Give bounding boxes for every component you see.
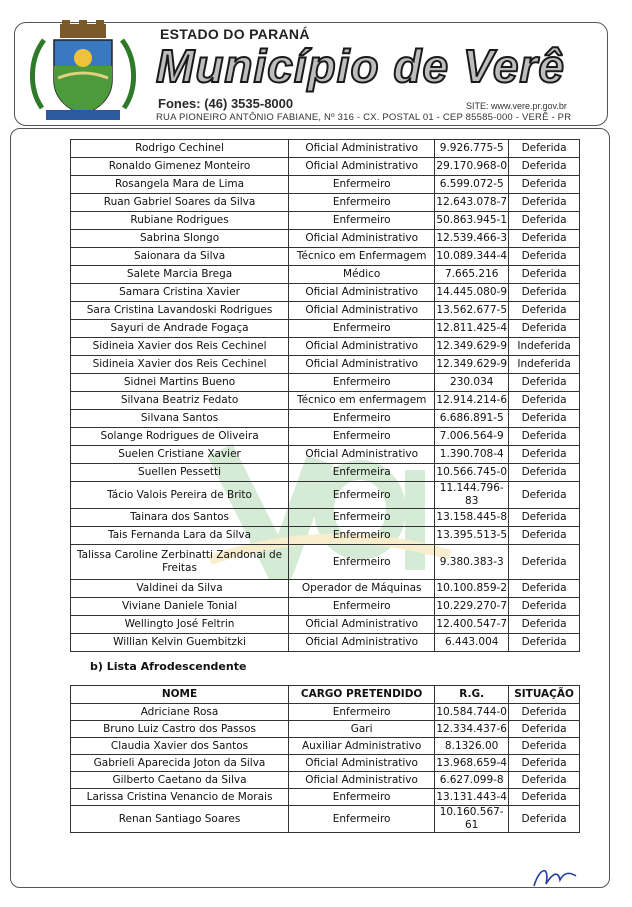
name-cell: Bruno Luiz Castro dos Passos [71,721,289,738]
rg-cell: 10.100.859-2 [435,580,509,598]
situacao-cell: Indeferida [509,356,580,374]
rg-cell: 10.584.744-0 [435,704,509,721]
rg-cell: 9.380.383-3 [435,545,509,580]
cargo-cell: Enfermeiro [289,428,435,446]
table-row [71,302,580,320]
state-title: ESTADO DO PARANÁ [160,26,310,42]
website-label: SITE: www.vere.pr.gov.br [466,101,567,111]
name-cell: Sidnei Martins Bueno [71,374,289,392]
situacao-cell: Deferida [509,545,580,580]
rg-cell: 12.349.629-9 [435,356,509,374]
name-cell: Rosangela Mara de Lima [71,176,289,194]
name-cell: Tácio Valois Pereira de Brito [71,482,289,509]
name-cell: Salete Marcia Brega [71,266,289,284]
situacao-cell: Deferida [509,616,580,634]
municipal-crest-icon [24,18,142,126]
table-row [71,176,580,194]
cargo-cell: Técnico em Enfermagem [289,248,435,266]
name-cell: Solange Rodrigues de Oliveira [71,428,289,446]
cargo-cell: Enfermeiro [289,545,435,580]
cargo-cell: Enfermeiro [289,527,435,545]
rg-cell: 13.395.513-5 [435,527,509,545]
name-cell: Adriciane Rosa [71,704,289,721]
name-cell: Sidineia Xavier dos Reis Cechinel [71,338,289,356]
rg-cell: 50.863.945-1 [435,212,509,230]
situacao-cell: Deferida [509,755,580,772]
cargo-cell: Oficial Administrativo [289,140,435,158]
cargo-cell: Operador de Máquinas [289,580,435,598]
name-cell: Tainara dos Santos [71,509,289,527]
table-row [71,772,580,789]
table-header-row [71,686,580,704]
name-cell: Rodrigo Cechinel [71,140,289,158]
situacao-cell: Deferida [509,464,580,482]
section-title-afrodescendente: b) Lista Afrodescendente [90,660,247,673]
name-cell: Wellingto José Feltrin [71,616,289,634]
name-cell: Saionara da Silva [71,248,289,266]
rg-cell: 10.566.745-0 [435,464,509,482]
rg-cell: 13.158.445-8 [435,509,509,527]
situacao-cell: Deferida [509,772,580,789]
rg-cell: 1.390.708-4 [435,446,509,464]
table-row [71,634,580,652]
table-row [71,410,580,428]
cargo-cell: Enfermeiro [289,320,435,338]
afrodescendente-table [70,685,580,833]
cargo-cell: Oficial Administrativo [289,158,435,176]
situacao-cell: Deferida [509,789,580,806]
rg-cell: 6.443.004 [435,634,509,652]
rg-cell: 12.400.547-7 [435,616,509,634]
situacao-cell: Deferida [509,284,580,302]
rg-cell: 12.334.437-6 [435,721,509,738]
rg-cell: 11.144.796-83 [435,482,509,509]
rg-cell: 6.627.099-8 [435,772,509,789]
rg-cell: 7.665.216 [435,266,509,284]
table-row [71,140,580,158]
cargo-cell: Enfermeiro [289,410,435,428]
situacao-cell: Deferida [509,806,580,833]
table-row [71,392,580,410]
name-cell: Larissa Cristina Venancio de Morais [71,789,289,806]
municipality-title: Município de Verê [156,40,565,92]
cargo-cell: Enfermeira [289,464,435,482]
rg-cell: 230.034 [435,374,509,392]
situacao-cell: Deferida [509,446,580,464]
situacao-cell: Deferida [509,194,580,212]
name-cell: Tais Fernanda Lara da Silva [71,527,289,545]
rg-cell: 12.539.466-3 [435,230,509,248]
rg-cell: 6.686.891-5 [435,410,509,428]
situacao-cell: Deferida [509,428,580,446]
cargo-cell: Enfermeiro [289,806,435,833]
header-cargo: CARGO PRETENDIDO [289,686,435,704]
cargo-cell: Auxiliar Administrativo [289,738,435,755]
cargo-cell: Médico [289,266,435,284]
rg-cell: 13.968.659-4 [435,755,509,772]
table-row [71,527,580,545]
rg-cell: 10.160.567-61 [435,806,509,833]
applicants-table [70,139,580,652]
rg-cell: 12.811.425-4 [435,320,509,338]
rg-cell: 29.170.968-0 [435,158,509,176]
rg-cell: 7.006.564-9 [435,428,509,446]
rg-cell: 6.599.072-5 [435,176,509,194]
situacao-cell: Deferida [509,721,580,738]
table-row [71,789,580,806]
table-row [71,230,580,248]
rg-cell: 12.349.629-9 [435,338,509,356]
name-cell: Sayuri de Andrade Fogaça [71,320,289,338]
situacao-cell: Deferida [509,410,580,428]
table-row [71,738,580,755]
situacao-cell: Deferida [509,482,580,509]
address-line: RUA PIONEIRO ANTÔNIO FABIANE, Nº 316 - CX. POSTAL 01 - CEP 85585-000 - VERÊ - PR [156,112,572,123]
rg-cell: 10.089.344-4 [435,248,509,266]
cargo-cell: Enfermeiro [289,482,435,509]
name-cell: Claudia Xavier dos Santos [71,738,289,755]
name-cell: Silvana Beatriz Fedato [71,392,289,410]
situacao-cell: Deferida [509,302,580,320]
situacao-cell: Deferida [509,598,580,616]
table-row [71,616,580,634]
name-cell: Silvana Santos [71,410,289,428]
cargo-cell: Enfermeiro [289,598,435,616]
table-row [71,284,580,302]
situacao-cell: Deferida [509,704,580,721]
table-row [71,428,580,446]
phone-numbers: Fones: (46) 3535-8000 [158,96,294,111]
situacao-cell: Deferida [509,374,580,392]
table-row [71,806,580,833]
table-row [71,598,580,616]
name-cell: Willian Kelvin Guembitzki [71,634,289,652]
cargo-cell: Oficial Administrativo [289,230,435,248]
cargo-cell: Enfermeiro [289,194,435,212]
name-cell: Suellen Pessetti [71,464,289,482]
situacao-cell: Deferida [509,392,580,410]
header-name: NOME [71,686,289,704]
name-cell: Sidineia Xavier dos Reis Cechinel [71,356,289,374]
table-row [71,374,580,392]
table-row [71,212,580,230]
situacao-cell: Deferida [509,230,580,248]
signature-icon [530,862,580,892]
name-cell: Samara Cristina Xavier [71,284,289,302]
name-cell: Gilberto Caetano da Silva [71,772,289,789]
name-cell: Ronaldo Gimenez Monteiro [71,158,289,176]
cargo-cell: Enfermeiro [289,509,435,527]
table-row [71,755,580,772]
table-row [71,721,580,738]
table-row [71,194,580,212]
cargo-cell: Oficial Administrativo [289,772,435,789]
table-row [71,320,580,338]
situacao-cell: Deferida [509,527,580,545]
cargo-cell: Enfermeiro [289,176,435,194]
rg-cell: 14.445.080-9 [435,284,509,302]
table-row [71,266,580,284]
table-row [71,158,580,176]
name-cell: Suelen Cristiane Xavier [71,446,289,464]
cargo-cell: Oficial Administrativo [289,356,435,374]
table-row [71,464,580,482]
rg-cell: 8.1326.00 [435,738,509,755]
cargo-cell: Técnico em enfermagem [289,392,435,410]
table-row [71,704,580,721]
name-cell: Ruan Gabriel Soares da Silva [71,194,289,212]
rg-cell: 13.131.443-4 [435,789,509,806]
name-cell: Renan Santiago Soares [71,806,289,833]
cargo-cell: Gari [289,721,435,738]
situacao-cell: Indeferida [509,338,580,356]
table-row [71,356,580,374]
cargo-cell: Oficial Administrativo [289,755,435,772]
situacao-cell: Deferida [509,212,580,230]
situacao-cell: Deferida [509,580,580,598]
cargo-cell: Oficial Administrativo [289,302,435,320]
rg-cell: 12.914.214-6 [435,392,509,410]
name-cell: Valdinei da Silva [71,580,289,598]
header-situacao: SITUAÇÃO [509,686,580,704]
rg-cell: 13.562.677-5 [435,302,509,320]
cargo-cell: Oficial Administrativo [289,338,435,356]
situacao-cell: Deferida [509,248,580,266]
table-row [71,580,580,598]
rg-cell: 9.926.775-5 [435,140,509,158]
cargo-cell: Oficial Administrativo [289,616,435,634]
situacao-cell: Deferida [509,140,580,158]
situacao-cell: Deferida [509,509,580,527]
table-row [71,482,580,509]
name-cell: Sara Cristina Lavandoski Rodrigues [71,302,289,320]
cargo-cell: Oficial Administrativo [289,634,435,652]
name-cell: Rubiane Rodrigues [71,212,289,230]
situacao-cell: Deferida [509,738,580,755]
situacao-cell: Deferida [509,634,580,652]
name-cell: Talissa Caroline Zerbinatti Zandonai de Freitas [71,545,289,580]
header-rg: R.G. [435,686,509,704]
situacao-cell: Deferida [509,266,580,284]
table-row [71,446,580,464]
cargo-cell: Oficial Administrativo [289,446,435,464]
table-row [71,338,580,356]
cargo-cell: Enfermeiro [289,212,435,230]
name-cell: Sabrina Slongo [71,230,289,248]
cargo-cell: Enfermeiro [289,704,435,721]
name-cell: Viviane Daniele Tonial [71,598,289,616]
situacao-cell: Deferida [509,320,580,338]
rg-cell: 12.643.078-7 [435,194,509,212]
cargo-cell: Oficial Administrativo [289,284,435,302]
situacao-cell: Deferida [509,158,580,176]
cargo-cell: Enfermeiro [289,374,435,392]
table-row [71,545,580,580]
cargo-cell: Enfermeiro [289,789,435,806]
rg-cell: 10.229.270-7 [435,598,509,616]
situacao-cell: Deferida [509,176,580,194]
table-row [71,248,580,266]
table-row [71,509,580,527]
name-cell: Gabrieli Aparecida Joton da Silva [71,755,289,772]
